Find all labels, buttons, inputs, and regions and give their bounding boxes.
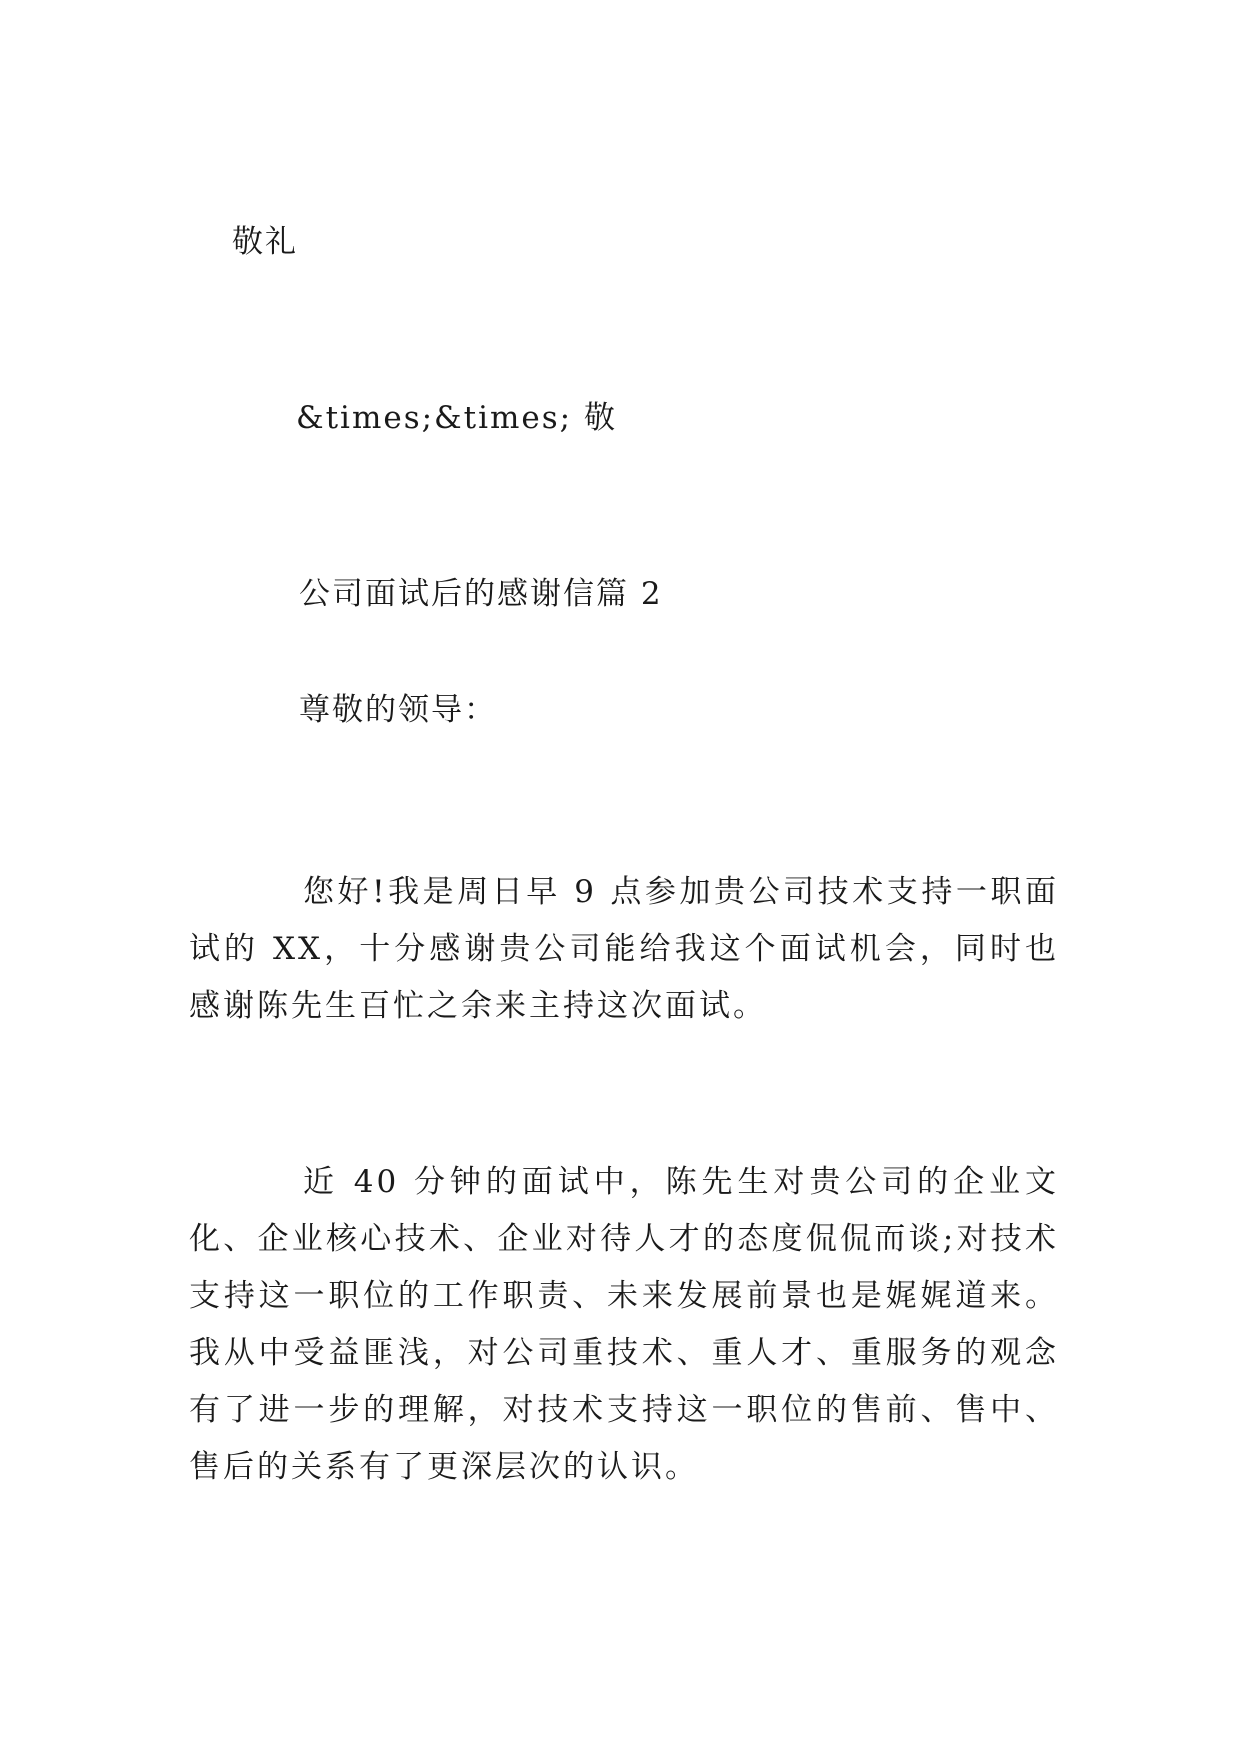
salutation-text: 尊敬的领导： xyxy=(299,692,497,728)
body-paragraph: 您好!我是周日早 9 点参加贵公司技术支持一职面试的 XX，十分感谢贵公司能给我这个面试机会，同时也感谢陈先生百忙之余来主持这次面试。 xyxy=(189,874,1059,1024)
signature-text: &times;&times; 敬 xyxy=(296,400,617,436)
body-paragraph: 近 40 分钟的面试中，陈先生对贵公司的企业文化、企业核心技术、企业对待人才的态度侃侃而谈;对技术支持这一职位的工作职责、未来发展前景也是娓娓道来。我从中受益匪浅，对公司重技术、重人才、重服务的观念有了进一步的理解，对技术支持这一职位的售前、售中、售后的关系有了更深层次的认识。 xyxy=(189,1164,1059,1485)
letter-heading: 公司面试后的感谢信篇 2 xyxy=(299,576,663,612)
closing-text: 敬礼 xyxy=(232,224,298,260)
